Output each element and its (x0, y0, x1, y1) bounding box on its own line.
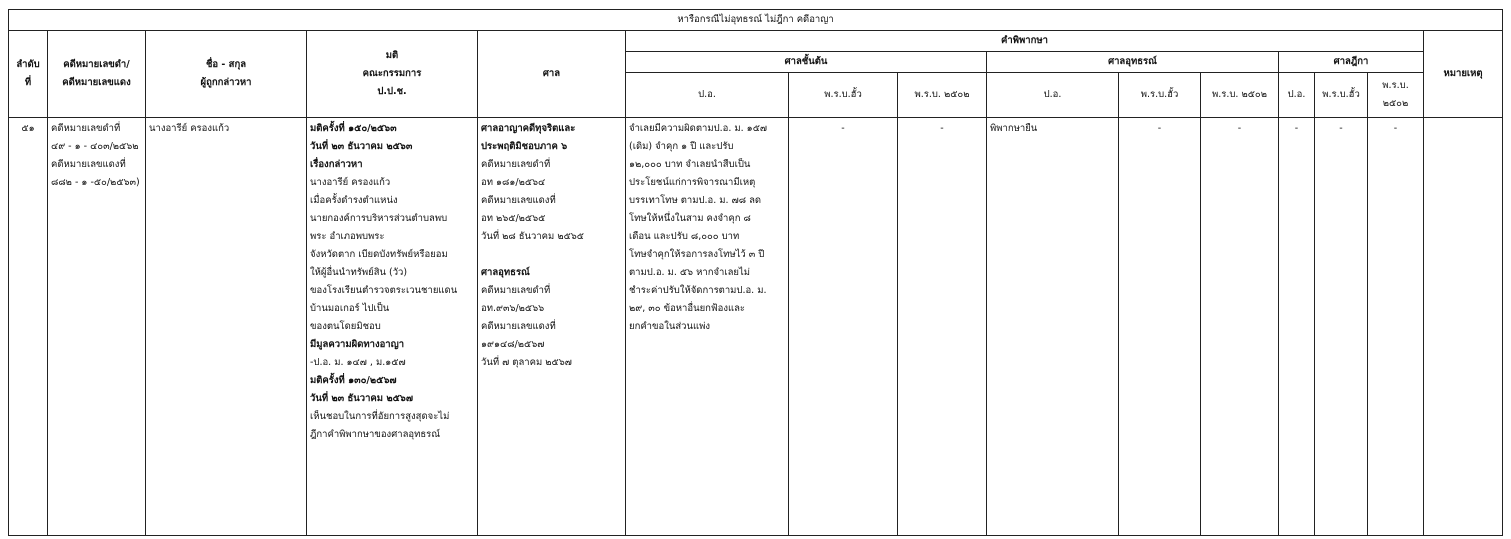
resolution-line: เมื่อครั้งดำรงตำแหน่ง (310, 195, 398, 206)
table-banner: หารือกรณีไม่อุทธรณ์ ไม่ฎีกา คดีอาญา (9, 10, 1503, 31)
first-po-line: ชำระค่าปรับให้จัดการตามป.อ. ม. (629, 285, 767, 296)
court-line: คดีหมายเลขแดงที่ (481, 321, 556, 332)
header-verdict: คำพิพากษา (626, 31, 1424, 52)
header-accused-name: ชื่อ - สกุล ผู้ถูกกล่าวหา (146, 31, 307, 118)
row-appeal-prb-sub: - (1119, 118, 1201, 536)
resolution-line: บ้านมอเกอร์ ไปเป็น (310, 303, 390, 314)
row-resolution (307, 118, 478, 536)
row-supreme-prb-sub: - (1315, 118, 1368, 536)
table-row (9, 118, 1503, 536)
first-po-line: (เดิม) จำคุก ๑ ปี และปรับ (629, 141, 734, 152)
first-po-line: เดือน และปรับ ๘,๐๐๐ บาท (629, 231, 740, 242)
court-line: คดีหมายเลขดำที่ (481, 159, 551, 170)
court-line: ศาลอาญาคดีทุจริตและ (481, 123, 576, 134)
resolution-line: ของโรงเรียนตำรวจตระเวนชายแดน (310, 285, 458, 296)
resolution-line: ของตนโดยมิชอบ (310, 321, 381, 332)
row-first-prb-sub: - (789, 118, 898, 536)
first-po-line: บรรเทาโทษ ตามป.อ. ม. ๗๘ ลด (629, 195, 762, 206)
row-supreme-po: - (1279, 118, 1315, 536)
row-court (478, 118, 626, 536)
case-table-sheet (8, 9, 1502, 539)
court-line (481, 246, 622, 264)
row-accused-name: นางอารีย์ ครองแก้ว (146, 118, 307, 536)
court-line: ๑๙๑๔๘/๒๕๖๗ (481, 339, 545, 350)
header-appeal-po: ป.อ. (987, 73, 1119, 118)
first-po-line: จำเลยมีความผิดตามป.อ. ม. ๑๕๗ (629, 123, 768, 134)
first-po-line: โทษจำคุกให้รอการลงโทษไว้ ๓ ปี (629, 249, 765, 260)
resolution-line: ฎีกาคำพิพากษาของศาลอุทธรณ์ (310, 429, 441, 440)
court-line: วันที่ ๗ ตุลาคม ๒๕๖๗ (481, 357, 572, 368)
row-appeal-po: พิพากษายืน (987, 118, 1119, 536)
row-first-prb-2502: - (898, 118, 987, 536)
header-supreme-prb-sub: พ.ร.บ.ฮั้ว (1315, 73, 1368, 118)
header-first-prb-2502: พ.ร.บ. ๒๕๐๒ (898, 73, 987, 118)
header-resolution: มติ คณะกรรมการ ป.ป.ช. (307, 31, 478, 118)
header-court: ศาล (478, 31, 626, 118)
court-line: อท ๑๘๑/๒๕๖๔ (481, 177, 546, 188)
header-appeal-prb-2502: พ.ร.บ. ๒๕๐๒ (1201, 73, 1279, 118)
header-supreme-prb-2502: พ.ร.บ. ๒๕๐๒ (1368, 73, 1424, 118)
resolution-line: มีมูลความผิดทางอาญา (310, 339, 405, 350)
row-case-number: คดีหมายเลขดำที่ ๔๙ - ๑ - ๔๐๓/๒๕๖๒ คดีหมายเลขแดงที่ ๘๘๒ - ๑ -๕๐/๒๕๖๓) (48, 118, 146, 536)
resolution-line: จังหวัดตาก เบียดบังทรัพย์หรือยอม (310, 249, 448, 260)
first-po-line: ตามป.อ. ม. ๕๖ หากจำเลยไม่ (629, 267, 751, 278)
header-first-prb-sub: พ.ร.บ.ฮั้ว (789, 73, 898, 118)
header-appeal-prb-sub: พ.ร.บ.ฮั้ว (1119, 73, 1201, 118)
resolution-line: เรื่องกล่าวหา (310, 159, 363, 170)
row-supreme-prb-2502: - (1368, 118, 1424, 536)
court-line: วันที่ ๒๘ ธันวาคม ๒๕๖๕ (481, 231, 584, 242)
court-line: อท.๙๓๖/๒๕๖๖ (481, 303, 545, 314)
first-po-line: ๒๙, ๓๐ ข้อหาอื่นยกฟ้องและ (629, 303, 746, 314)
header-court-first: ศาลชั้นต้น (626, 52, 987, 73)
header-remarks: หมายเหตุ (1424, 31, 1503, 118)
header-first-po: ป.อ. (626, 73, 789, 118)
resolution-line: มติครั้งที่ ๑๕๐/๒๕๖๓ (310, 123, 397, 134)
header-no: ลำดับ ที่ (9, 31, 48, 118)
resolution-line: เห็นชอบในการที่อัยการสูงสุดจะไม่ (310, 411, 450, 422)
first-po-line: โทษให้หนึ่งในสาม คงจำคุก ๘ (629, 213, 751, 224)
resolution-line: นางอารีย์ ครองแก้ว (310, 177, 391, 188)
header-court-supreme: ศาลฎีกา (1279, 52, 1424, 73)
resolution-line: มติครั้งที่ ๑๓๐/๒๕๖๗ (310, 375, 397, 386)
header-court-appeal: ศาลอุทธรณ์ (987, 52, 1279, 73)
court-line: ประพฤติมิชอบภาค ๖ (481, 141, 568, 152)
resolution-line: วันที่ ๒๓ ธันวาคม ๒๕๖๓ (310, 141, 413, 152)
resolution-line: นายกองค์การบริหารส่วนตำบลพบ (310, 213, 448, 224)
court-line: อท ๒๖๕/๒๕๖๕ (481, 213, 546, 224)
court-line: ศาลอุทธรณ์ (481, 267, 530, 278)
first-po-line: ยกคำขอในส่วนแพ่ง (629, 321, 710, 332)
row-appeal-prb-2502: - (1201, 118, 1279, 536)
resolution-line: พระ อำเภอพบพระ (310, 231, 385, 242)
row-no: ๕๑ (9, 118, 48, 536)
header-supreme-po: ป.อ. (1279, 73, 1315, 118)
first-po-line: ๑๒,๐๐๐ บาท จำเลยนำสืบเป็น (629, 159, 751, 170)
header-case-number: คดีหมายเลขดำ/ คดีหมายเลขแดง (48, 31, 146, 118)
first-po-line: ประโยชน์แก่การพิจารณามีเหตุ (629, 177, 756, 188)
court-line: คดีหมายเลขแดงที่ (481, 195, 556, 206)
row-first-po (626, 118, 789, 536)
row-remarks (1424, 118, 1503, 536)
resolution-line: วันที่ ๒๓ ธันวาคม ๒๕๖๗ (310, 393, 413, 404)
resolution-line: -ป.อ. ม. ๑๔๗ , ม.๑๕๗ (310, 357, 406, 368)
court-line: คดีหมายเลขดำที่ (481, 285, 551, 296)
resolution-line: ให้ผู้อื่นนำทรัพย์สิน (วัว) (310, 267, 408, 278)
case-table (8, 9, 1503, 536)
